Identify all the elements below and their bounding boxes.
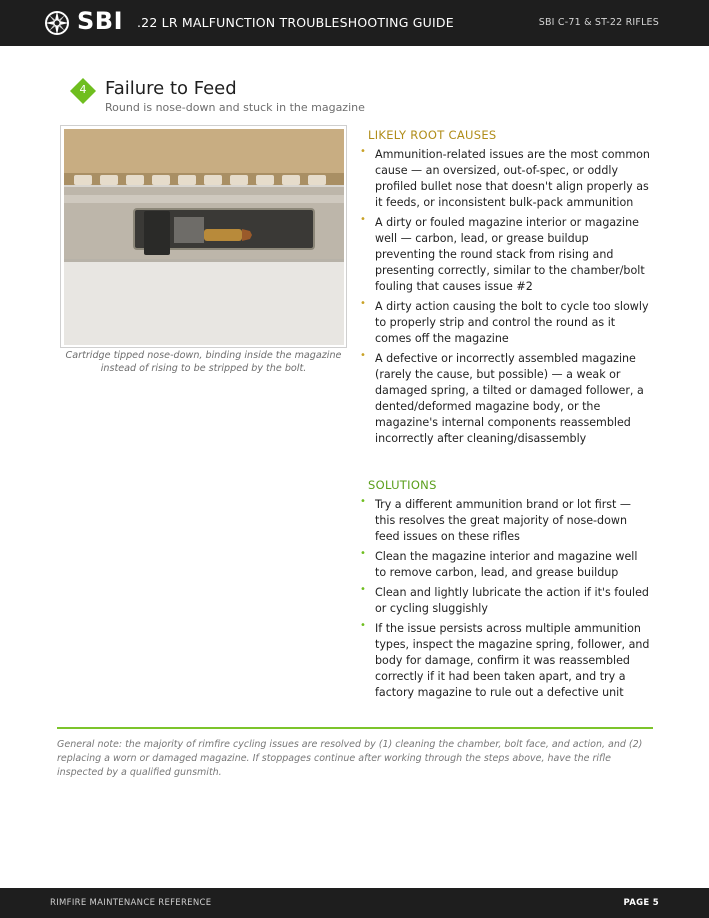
section-divider <box>57 727 653 729</box>
compass-crosshair-icon <box>42 9 72 37</box>
general-note: General note: the majority of rimfire cycling issues are resolved by (1) cleaning the chamber, bolt face, and action, and (2) replacing a worn or damaged magazine. If stoppages continue after working through the steps above, have the rifle inspected by a qualified gunsmith. <box>57 739 643 778</box>
solutions-heading: SOLUTIONS <box>368 478 437 492</box>
solution-text: Try a different ammunition brand or lot first — this resolves the great majority of nose-down feed issues on these rifles <box>375 498 632 543</box>
cause-text: Ammunition-related issues are the most common cause — an oversized, out-of-spec, or oddly profiled bullet nose that doesn't align properly as it feeds, or inconsistent bulk-pack ammunition <box>375 148 650 209</box>
bullet-icon: • <box>360 496 366 507</box>
issue-title: Failure to Feed <box>105 78 237 99</box>
page-number: PAGE 5 <box>623 898 659 908</box>
bullet-icon: • <box>360 620 366 631</box>
photo-caption: Cartridge tipped nose-down, binding inside the magazine instead of rising to be stripped by the bolt. <box>65 350 342 374</box>
cause-text: A defective or incorrectly assembled magazine (rarely the cause, but possible) — a weak or damaged spring, a tilted or damaged follower, a dented/deformed magazine body, or the magazine's internal components reassembled incorrectly after cleaning/disassembly <box>375 352 644 445</box>
causes-heading: LIKELY ROOT CAUSES <box>368 128 497 142</box>
malfunction-photo <box>60 125 347 348</box>
list-item <box>360 351 652 447</box>
bullet-icon: • <box>360 584 366 595</box>
cause-text: A dirty action causing the bolt to cycle too slowly to properly strip and control the round as it comes off the magazine <box>375 300 649 345</box>
list-item <box>360 549 652 581</box>
issue-subtitle: Round is nose-down and stuck in the magazine <box>105 101 365 114</box>
footer-bar <box>0 888 709 918</box>
rifle-models: SBI C-71 & ST-22 RIFLES <box>538 17 659 28</box>
issue-number: 4 <box>79 83 87 96</box>
header-bar <box>0 0 709 46</box>
issue-number-badge <box>70 78 96 104</box>
solutions-list <box>360 497 652 705</box>
solution-text: Clean the magazine interior and magazine well to remove carbon, lead, and grease buildup <box>375 550 638 579</box>
bullet-icon: • <box>360 146 366 157</box>
cause-text: A dirty or fouled magazine interior or magazine well — carbon, lead, or grease buildup preventing the round stack from rising and presenting correctly, similar to the chamber/bolt fouling that causes issue #2 <box>375 216 645 293</box>
bullet-icon: • <box>360 214 366 225</box>
causes-list <box>360 147 652 451</box>
guide-title: .22 LR MALFUNCTION TROUBLESHOOTING GUIDE <box>137 15 454 30</box>
bullet-icon: • <box>360 298 366 309</box>
list-item <box>360 497 652 545</box>
footer-reference: RIMFIRE MAINTENANCE REFERENCE <box>50 898 212 908</box>
list-item <box>360 299 652 347</box>
brand-logo-text: SBI <box>77 7 124 35</box>
solution-text: If the issue persists across multiple ammunition types, inspect the magazine spring, follower, and body for damage, confirm it was reassembled correctly if it had been taken apart, and try a factory magazine to rule out a defective unit <box>375 622 650 699</box>
list-item <box>360 585 652 617</box>
list-item <box>360 215 652 295</box>
list-item <box>360 621 652 701</box>
list-item <box>360 147 652 211</box>
bullet-icon: • <box>360 548 366 559</box>
bullet-icon: • <box>360 350 366 361</box>
solution-text: Clean and lightly lubricate the action if it's fouled or cycling sluggishly <box>375 586 649 615</box>
